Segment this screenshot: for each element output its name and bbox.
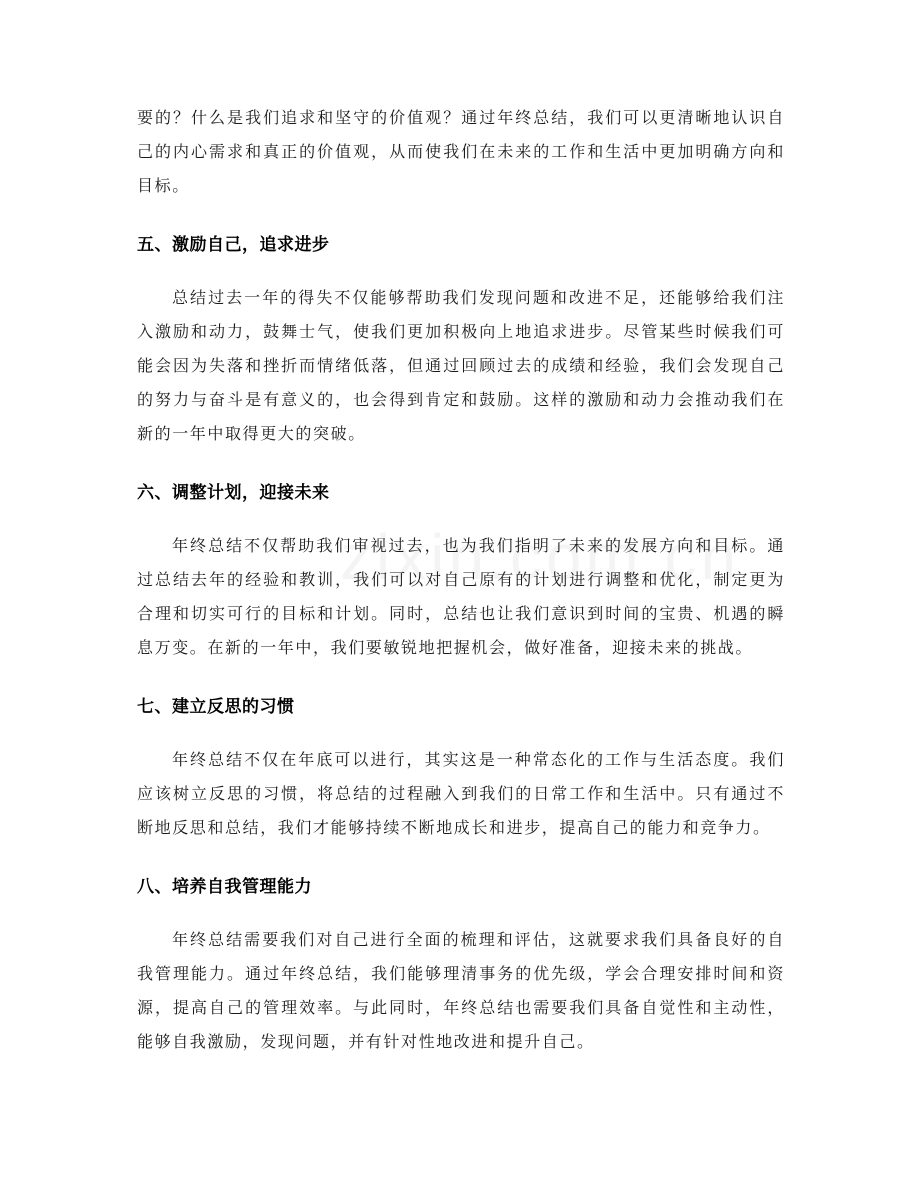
section-heading-5: 五、激励自己，追求进步 <box>137 235 330 255</box>
spacer <box>137 451 785 479</box>
section-body-5: 总结过去一年的得失不仅能够帮助我们发现问题和改进不足，还能够给我们注入激励和动力，鼓舞士气，使我们更加积极向上地追求进步。尽管某些时候我们可能会因为失落和挫折而情绪低落，但通过回顾过去的成绩和经验，我们会发现自己的努力与奋斗是有意义的，也会得到肯定和鼓励。这样的激励和动力会推动我们在新的一年中取得更大的突破。 <box>137 288 785 443</box>
section-body-6: 年终总结不仅帮助我们审视过去，也为我们指明了未来的发展方向和目标。通过总结去年的经验和教训，我们可以对自己原有的计划进行调整和优化，制定更为合理和切实可行的目标和计划。同时，总结也让我们意识到时间的宝贵、机遇的瞬息万变。在新的一年中，我们要敏锐地把握机会，做好准备，迎接未来的挑战。 <box>137 536 785 657</box>
intro-paragraph: 要的？什么是我们追求和坚守的价值观？通过年终总结，我们可以更清晰地认识自己的内心需求和真正的价值观，从而使我们在未来的工作和生活中更加明确方向和目标。 <box>137 108 785 195</box>
section-heading-8: 八、培养自我管理能力 <box>137 877 312 897</box>
section-heading-7: 七、建立反思的习惯 <box>137 697 295 717</box>
section-body-8: 年终总结需要我们对自己进行全面的梳理和评估，这就要求我们具备良好的自我管理能力。通过年终总结，我们能够理清事务的优先级，学会合理安排时间和资源，提高自己的管理效率。与此同时，年终总结也需要我们具备自觉性和主动性，能够自我激励，发现问题，并有针对性地改进和提升自己。 <box>137 930 785 1051</box>
spacer <box>137 721 785 743</box>
section-body-7: 年终总结不仅在年底可以进行，其实这是一种常态化的工作与生活态度。我们应该树立反思的习惯，将总结的过程融入到我们的日常工作和生活中。只有通过不断地反思和总结，我们才能够持续不断地成长和进步，提高自己的能力和竞争力。 <box>137 750 785 837</box>
spacer <box>137 665 785 693</box>
spacer <box>137 203 785 231</box>
spacer <box>137 507 785 529</box>
spacer <box>137 845 785 873</box>
section-heading-6: 六、调整计划，迎接未来 <box>137 483 330 503</box>
spacer <box>137 259 785 281</box>
spacer <box>137 901 785 923</box>
